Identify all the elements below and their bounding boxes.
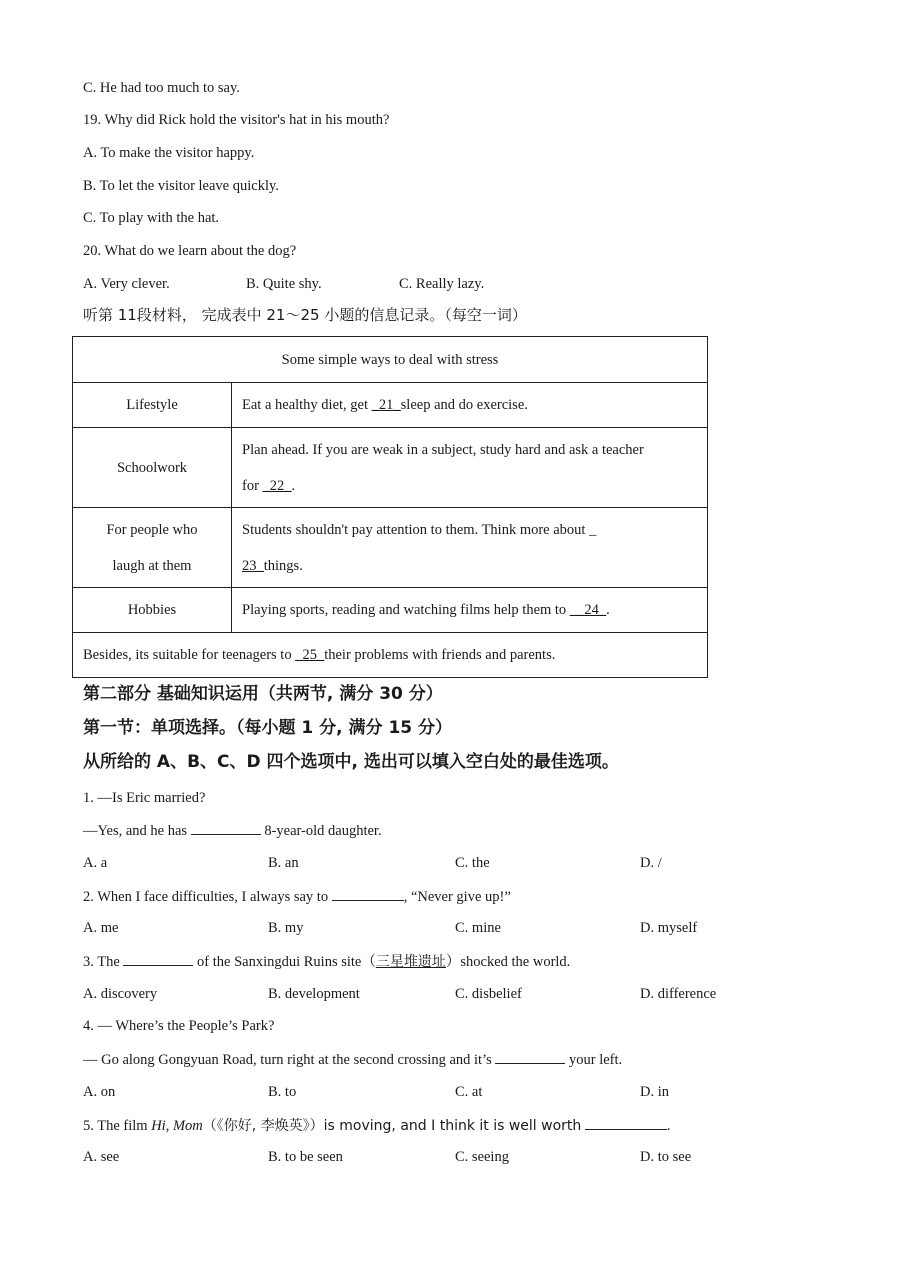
answer-blank[interactable] — [585, 1115, 667, 1130]
q3-question: 3. The of the Sanxingdui Ruins site（三星堆遗址）shocked the world. — [83, 951, 570, 972]
row-label: Hobbies — [73, 588, 232, 633]
table-row — [73, 383, 708, 428]
q1-question: 1. —Is Eric married? — [83, 790, 206, 806]
part2-instruction: 从所给的 A、B、C、D 四个选项中, 选出可以填入空白处的最佳选项。 — [83, 752, 619, 772]
row-content: Plan ahead. If you are weak in a subject, study hard and ask a teacher for _22_. — [232, 428, 708, 508]
row-content: Students shouldn't pay attention to them. Think more about _ 23_things. — [232, 508, 708, 588]
part2-heading: 第二部分 基础知识运用（共两节, 满分 30 分） — [83, 684, 443, 704]
q5-option-a[interactable]: A. see — [83, 1149, 120, 1165]
answer-blank[interactable] — [123, 951, 193, 966]
q20-question: 20. What do we learn about the dog? — [83, 243, 297, 259]
row-label: Lifestyle — [73, 383, 232, 428]
q4-response: — Go along Gongyuan Road, turn right at the second crossing and it’s your left. — [83, 1049, 622, 1070]
q18-option-c: C. He had too much to say. — [83, 80, 240, 96]
blank-22[interactable]: _22_ — [262, 477, 292, 494]
q1-option-c[interactable]: C. the — [455, 855, 490, 871]
q4-option-c[interactable]: C. at — [455, 1084, 483, 1100]
q1-option-a[interactable]: A. a — [83, 855, 108, 871]
table-footer: Besides, its suitable for teenagers to _25_their problems with friends and parents. — [73, 633, 708, 678]
answer-blank[interactable] — [495, 1049, 565, 1064]
q4-option-a[interactable]: A. on — [83, 1084, 116, 1100]
blank-24[interactable]: __24_ — [569, 602, 607, 618]
q2-question: 2. When I face difficulties, I always say to , “Never give up!” — [83, 886, 511, 907]
q19-option-b: B. To let the visitor leave quickly. — [83, 178, 279, 194]
q20-option-c: C. Really lazy. — [399, 276, 485, 292]
blank-25[interactable]: _25_ — [295, 647, 325, 663]
table-title: Some simple ways to deal with stress — [73, 337, 708, 383]
row-content: Playing sports, reading and watching films help them to __24_. — [232, 588, 708, 633]
q1-response: —Yes, and he has 8-year-old daughter. — [83, 820, 382, 841]
q2-option-b[interactable]: B. my — [268, 920, 304, 936]
row-label: For people who laugh at them — [73, 508, 232, 588]
q1-option-b[interactable]: B. an — [268, 855, 299, 871]
blank-21[interactable]: _21_ — [371, 397, 401, 413]
q19-option-a: A. To make the visitor happy. — [83, 145, 255, 161]
q3-option-c[interactable]: C. disbelief — [455, 986, 522, 1002]
answer-blank[interactable] — [332, 886, 404, 901]
q19-option-c: C. To play with the hat. — [83, 210, 220, 226]
row-label: Schoolwork — [73, 428, 232, 508]
stress-table — [72, 336, 708, 678]
q3-option-b[interactable]: B. development — [268, 986, 360, 1002]
q1-option-d[interactable]: D. / — [640, 855, 662, 871]
q4-question: 4. — Where’s the People’s Park? — [83, 1018, 275, 1034]
q5-option-d[interactable]: D. to see — [640, 1149, 692, 1165]
q20-option-b: B. Quite shy. — [246, 276, 322, 292]
q5-option-c[interactable]: C. seeing — [455, 1149, 509, 1165]
table-row — [73, 508, 708, 588]
table-row — [73, 588, 708, 633]
q5-option-b[interactable]: B. to be seen — [268, 1149, 343, 1165]
q3-option-d[interactable]: D. difference — [640, 986, 717, 1002]
table-footer-row — [73, 633, 708, 678]
q4-option-b[interactable]: B. to — [268, 1084, 297, 1100]
q2-option-d[interactable]: D. myself — [640, 920, 698, 936]
section11-instruction: 听第 11段材料， 完成表中 21～25 小题的信息记录。（每空一词） — [83, 306, 527, 324]
row-content: Eat a healthy diet, get _21_sleep and do exercise. — [232, 383, 708, 428]
q3-option-a[interactable]: A. discovery — [83, 986, 158, 1002]
q2-option-c[interactable]: C. mine — [455, 920, 501, 936]
q5-question: 5. The film Hi, Mom（《你好, 李焕英》）is moving, and I think it is well worth . — [83, 1115, 671, 1136]
answer-blank[interactable] — [191, 820, 261, 835]
blank-23[interactable]: 23_ — [242, 557, 264, 574]
q19-question: 19. Why did Rick hold the visitor's hat in his mouth? — [83, 112, 390, 128]
q4-option-d[interactable]: D. in — [640, 1084, 669, 1100]
table-row — [73, 428, 708, 508]
part2-section1: 第一节：单项选择。（每小题 1 分, 满分 15 分） — [83, 718, 453, 738]
q20-option-a: A. Very clever. — [83, 276, 170, 292]
q2-option-a[interactable]: A. me — [83, 920, 119, 936]
